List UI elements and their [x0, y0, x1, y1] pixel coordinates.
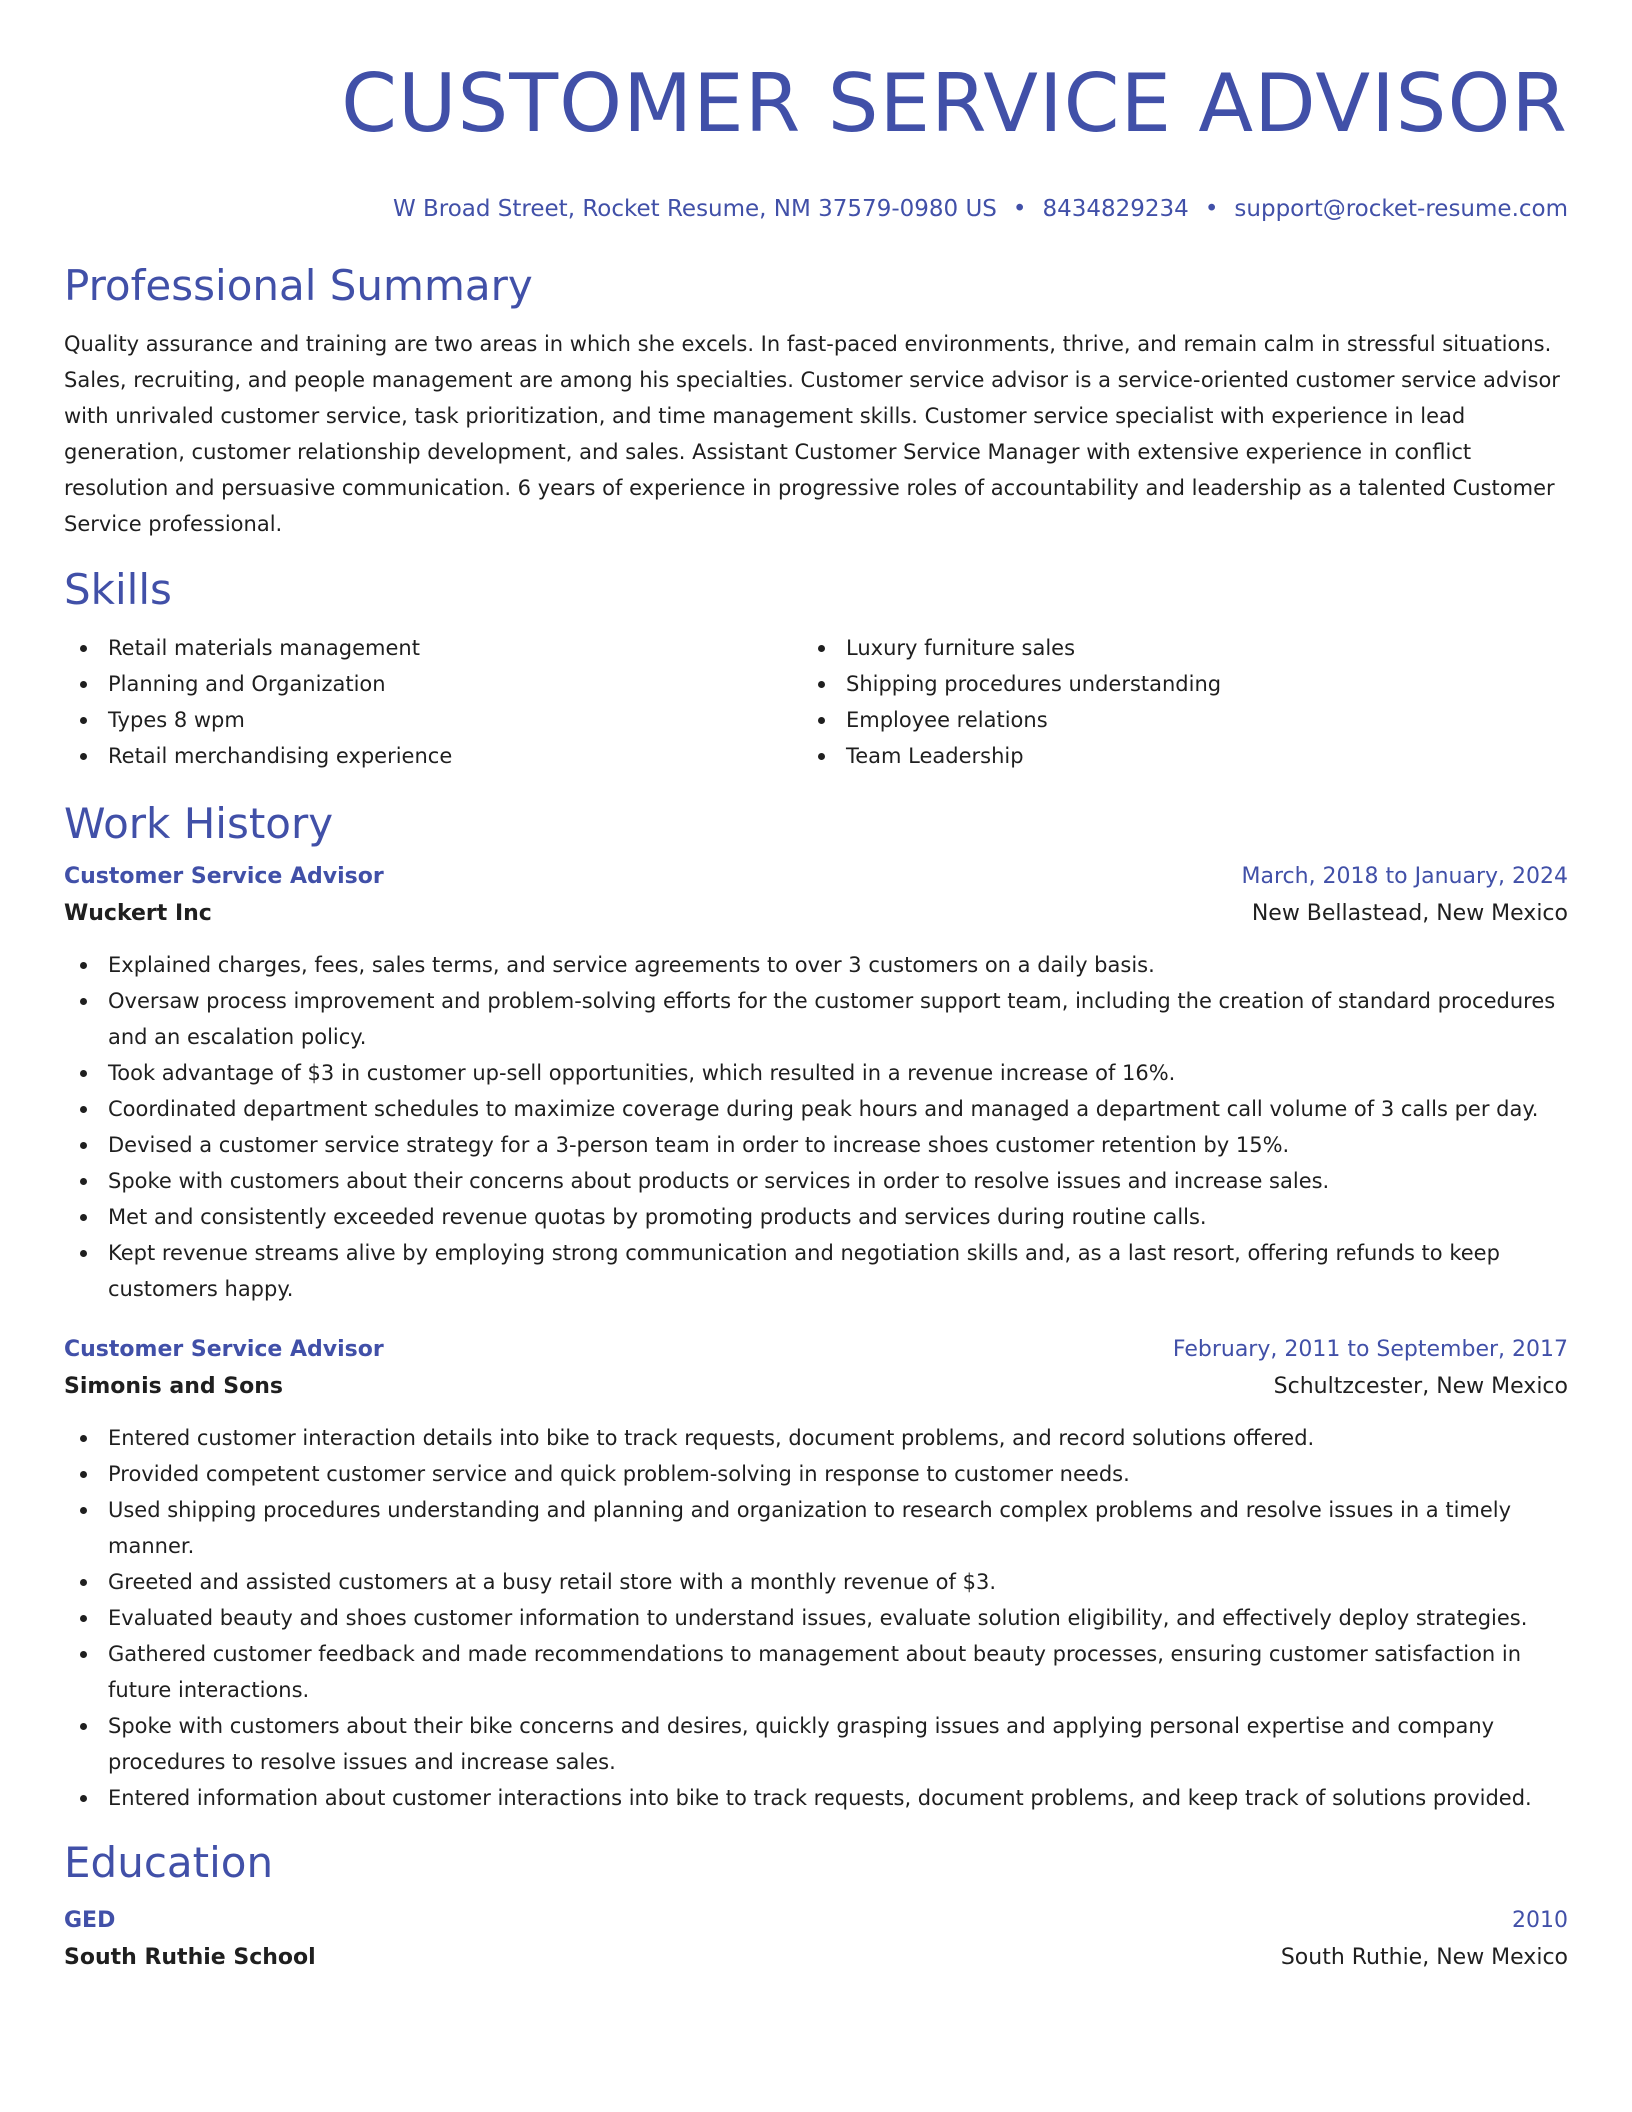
education-year: 2010 — [1512, 1908, 1568, 1933]
summary-heading: Professional Summary — [64, 261, 533, 310]
job-entry — [64, 1337, 1568, 1816]
duty-item: Explained charges, fees, sales terms, and service agreements to over 3 customers on a daily basis. — [64, 947, 1568, 983]
job-dates: March, 2018 to January, 2024 — [1241, 864, 1568, 889]
job-subheader — [64, 1374, 1568, 1412]
duty-item: Entered information about customer interactions into bike to track requests, document problems, and keep track of solutions provided. — [64, 1780, 1568, 1816]
contact-line — [64, 194, 1568, 224]
education-heading: Education — [64, 1838, 274, 1887]
education-school: South Ruthie School — [64, 1945, 316, 1970]
job-duties — [64, 947, 1568, 1307]
work-history-heading: Work History — [64, 799, 334, 848]
job-subheader — [64, 901, 1568, 939]
job-title: Customer Service Advisor — [64, 864, 384, 889]
duty-item: Coordinated department schedules to maximize coverage during peak hours and managed a department call volume of 3 calls per day. — [64, 1091, 1568, 1127]
job-title: Customer Service Advisor — [64, 1337, 384, 1362]
contact-separator: • — [1204, 196, 1219, 222]
education-degree: GED — [64, 1908, 116, 1933]
duty-item: Evaluated beauty and shoes customer information to understand issues, evaluate solution eligibility, and effectively deploy strategies. — [64, 1600, 1568, 1636]
contact-email[interactable]: support@rocket-resume.com — [1234, 196, 1568, 222]
skill-item: Retail merchandising experience — [64, 738, 802, 774]
contact-address: W Broad Street, Rocket Resume, NM 37579-0980 US — [392, 196, 997, 222]
duty-item: Spoke with customers about their concerns about products or services in order to resolve issues and increase sales. — [64, 1163, 1568, 1199]
skills-heading: Skills — [64, 565, 172, 614]
summary-paragraph: Quality assurance and training are two areas in which she excels. In fast-paced environments, thrive, and remain calm in stressful situations. Sales, recruiting, and people management are among his specialties. Customer service advisor is a service-oriented customer service advisor with unrivaled customer service, task prioritization, and time management skills. Customer service specialist with experience in lead generation, customer relationship development, and sales. Assistant Customer Service Manager with extensive experience in conflict resolution and persuasive communication. 6 years of experience in progressive roles of accountability and leadership as a talented Customer Service professional. — [64, 332, 1560, 536]
resume-name-title: CUSTOMER SERVICE ADVISOR — [341, 57, 1568, 150]
duty-item: Met and consistently exceeded revenue quotas by promoting products and services during routine calls. — [64, 1199, 1568, 1235]
contact-phone: 8434829234 — [1042, 196, 1189, 222]
contact-separator: • — [1012, 196, 1027, 222]
job-duties — [64, 1420, 1568, 1816]
duty-item: Entered customer interaction details into bike to track requests, document problems, and record solutions offered. — [64, 1420, 1568, 1456]
duty-item: Oversaw process improvement and problem-solving efforts for the customer support team, including the creation of standard procedures and an escalation policy. — [64, 983, 1568, 1055]
job-dates: February, 2011 to September, 2017 — [1172, 1337, 1568, 1362]
skill-item: Planning and Organization — [64, 666, 802, 702]
skill-item: Luxury furniture sales — [802, 630, 1540, 666]
duty-item: Greeted and assisted customers at a busy retail store with a monthly revenue of $3. — [64, 1564, 1568, 1600]
job-location: New Bellastead, New Mexico — [1251, 901, 1568, 926]
duty-item: Used shipping procedures understanding and planning and organization to research complex problems and resolve issues in a timely manner. — [64, 1492, 1568, 1564]
duty-item: Devised a customer service strategy for a 3-person team in order to increase shoes customer retention by 15%. — [64, 1127, 1568, 1163]
duty-item: Provided competent customer service and quick problem-solving in response to customer needs. — [64, 1456, 1568, 1492]
skills-column-right — [802, 630, 1540, 774]
job-entry — [64, 864, 1568, 1307]
duty-item: Spoke with customers about their bike concerns and desires, quickly grasping issues and applying personal expertise and company procedures to resolve issues and increase sales. — [64, 1708, 1568, 1780]
skill-item: Types 8 wpm — [64, 702, 802, 738]
education-entry — [64, 1908, 1568, 1983]
skill-item: Employee relations — [802, 702, 1540, 738]
job-header — [64, 864, 1568, 901]
skill-item: Retail materials management — [64, 630, 802, 666]
skills-list — [64, 630, 1568, 774]
duty-item: Kept revenue streams alive by employing strong communication and negotiation skills and, as a last resort, offering refunds to keep customers happy. — [64, 1235, 1568, 1307]
job-company: Simonis and Sons — [64, 1374, 284, 1399]
education-subheader — [64, 1945, 1568, 1983]
skills-column-left — [64, 630, 802, 774]
education-header — [64, 1908, 1568, 1945]
job-company: Wuckert Inc — [64, 901, 212, 926]
job-location: Schultzcester, New Mexico — [1273, 1374, 1568, 1399]
education-location: South Ruthie, New Mexico — [1280, 1945, 1568, 1970]
skill-item: Team Leadership — [802, 738, 1540, 774]
skill-item: Shipping procedures understanding — [802, 666, 1540, 702]
duty-item: Gathered customer feedback and made recommendations to management about beauty processes, ensuring customer satisfaction in future interactions. — [64, 1636, 1568, 1708]
duty-item: Took advantage of $3 in customer up-sell opportunities, which resulted in a revenue increase of 16%. — [64, 1055, 1568, 1091]
job-header — [64, 1337, 1568, 1374]
